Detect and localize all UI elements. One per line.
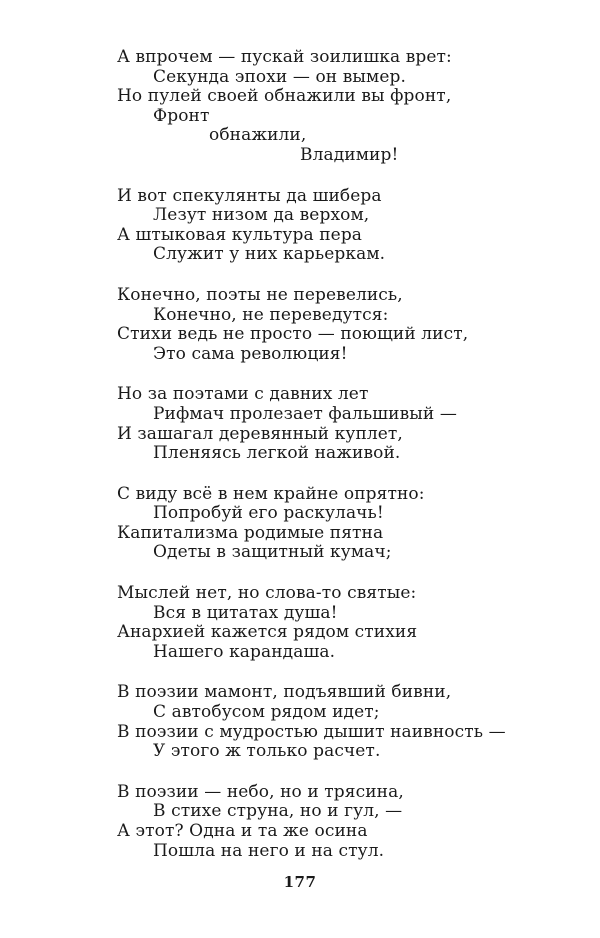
- poem-line: Фронт: [153, 105, 210, 126]
- stanza-5: [117, 485, 577, 563]
- poem-line: обнажили,: [209, 125, 307, 146]
- stanza-6: [117, 584, 577, 662]
- poem-line: Но за поэтами с давних лет: [117, 384, 369, 405]
- poem-line: А впрочем — пускай зоилишка врет:: [117, 47, 452, 67]
- poem-line: В стихе струна, но и гул, —: [153, 801, 403, 822]
- poem-line: Пошла на него и на стул.: [153, 840, 385, 861]
- poem-line: С виду всё в нем крайне опрятно:: [117, 483, 425, 504]
- poem-line: И вот спекулянты да шибера: [117, 185, 382, 206]
- poem-line: Пленяясь легкой наживой.: [153, 443, 401, 464]
- poem-line: Попробуй его раскулачь!: [153, 503, 384, 524]
- poem-line: Конечно, поэты не перевелись,: [117, 284, 403, 305]
- poem-line: Это сама революция!: [153, 343, 348, 364]
- stanza-1: [117, 48, 577, 166]
- poem-line: Вся в цитатах душа!: [153, 602, 338, 623]
- poem-line: И зашагал деревянный куплет,: [117, 423, 403, 444]
- poem-line: А этот? Одна и та же осина: [117, 821, 368, 841]
- page-number: 177: [283, 873, 317, 891]
- stanza-4: [117, 385, 577, 463]
- poem-line: В поэзии — небо, но и трясина,: [117, 781, 404, 802]
- poem-line: У этого ж только расчет.: [153, 741, 381, 762]
- poem-line: Одеты в защитный кумач;: [153, 542, 392, 563]
- stanza-3: [117, 286, 577, 364]
- poem-line: Нашего карандаша.: [153, 641, 336, 662]
- poem-line: Но пулей своей обнажили вы фронт,: [117, 86, 452, 107]
- poem-line: А штыковая культура пера: [117, 224, 363, 245]
- poem-line: Анархией кажется рядом стихия: [117, 622, 418, 643]
- poem-line: Капитализма родимые пятна: [117, 522, 384, 543]
- stanza-8: [117, 783, 577, 861]
- poem-line: Мыслей нет, но слова-то святые:: [117, 583, 417, 604]
- poem-line: Владимир!: [300, 144, 399, 165]
- stanza-7: [117, 683, 577, 761]
- poem-line: С автобусом рядом идет;: [153, 702, 380, 723]
- stanza-2: [117, 187, 577, 265]
- poem-line: Служит у них карьеркам.: [153, 244, 386, 265]
- poem-line: Рифмач пролезает фальшивый —: [153, 403, 457, 424]
- poem-line: Лезут низом да верхом,: [153, 205, 370, 226]
- poem-line: Конечно, не переведутся:: [153, 304, 389, 325]
- poem-line: В поэзии мамонт, подъявший бивни,: [117, 682, 452, 703]
- poem-line: В поэзии с мудростью дышит наивность —: [117, 721, 506, 742]
- poem-line: Стихи ведь не просто — поющий лист,: [117, 324, 469, 345]
- poem-text: [117, 48, 577, 882]
- poem-line: Секунда эпохи — он вымер.: [153, 66, 406, 87]
